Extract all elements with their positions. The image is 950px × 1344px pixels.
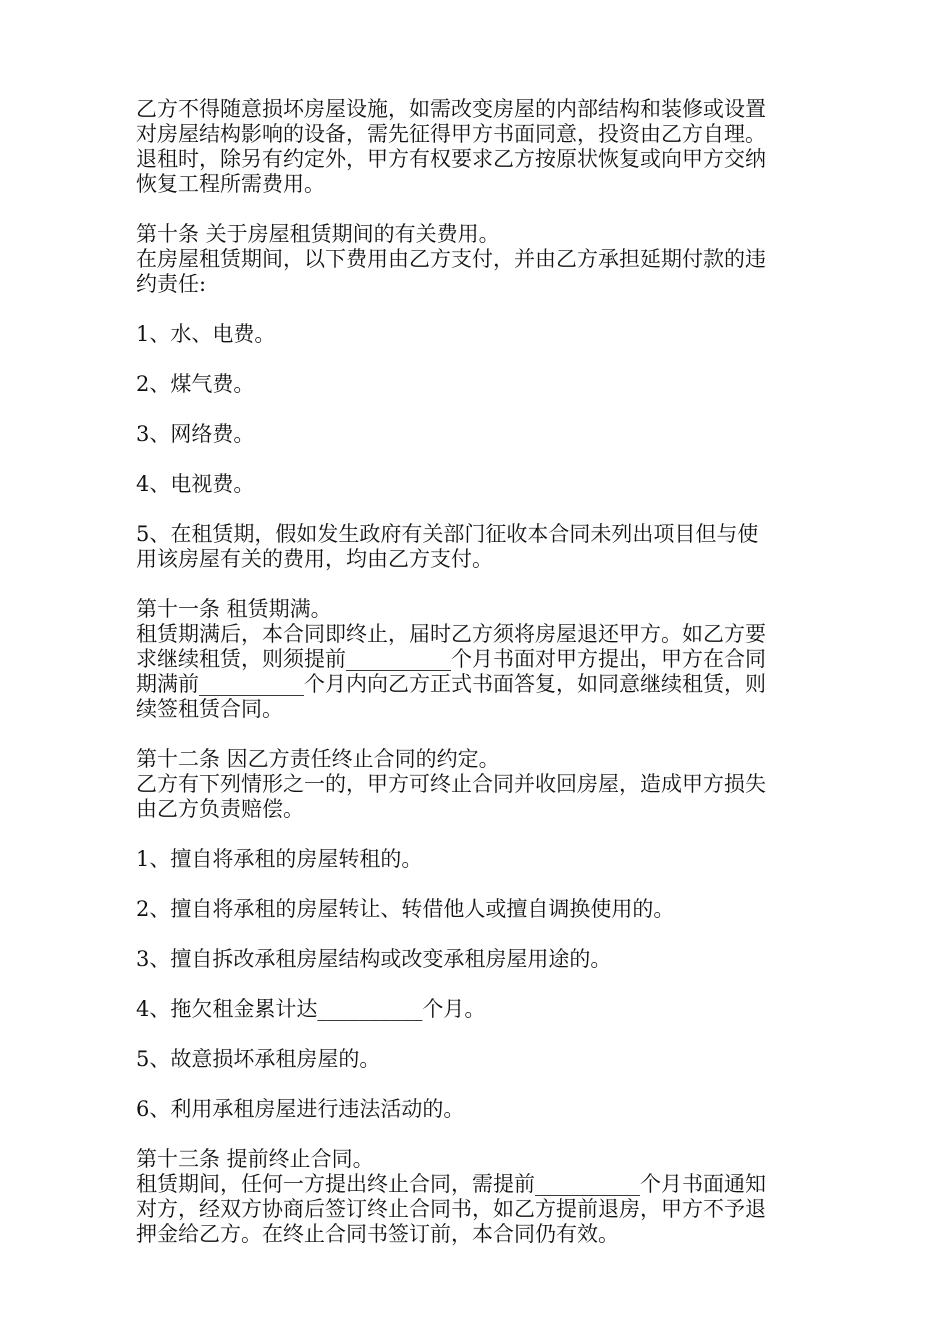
paragraph xyxy=(136,1147,816,1247)
text-line: 乙方有下列情形之一的，甲方可终止合同并收回房屋，造成甲方损失 xyxy=(136,772,766,796)
text-line: 对方，经双方协商后签订终止合同书，如乙方提前退房，甲方不予退 xyxy=(136,1197,766,1221)
text-line: 5、在租赁期，假如发生政府有关部门征收本合同未列出项目但与使 xyxy=(136,522,759,546)
text-line: 第十三条 提前终止合同。 xyxy=(136,1147,374,1171)
text-line: 约责任: xyxy=(136,272,207,296)
text-line: 求继续租赁，则须提前__________个月书面对甲方提出，甲方在合同 xyxy=(136,647,766,671)
paragraph xyxy=(136,997,816,1022)
text-line: 对房屋结构影响的设备，需先征得甲方书面同意，投资由乙方自理。 xyxy=(136,122,766,146)
text-line: 乙方不得随意损坏房屋设施，如需改变房屋的内部结构和装修或设置 xyxy=(136,97,766,121)
document-body xyxy=(136,97,816,1272)
text-line: 租赁期满后，本合同即终止，届时乙方须将房屋退还甲方。如乙方要 xyxy=(136,622,766,646)
text-line: 4、拖欠租金累计达__________个月。 xyxy=(136,997,486,1021)
text-line: 1、水、电费。 xyxy=(136,322,276,346)
text-line: 押金给乙方。在终止合同书签订前，本合同仍有效。 xyxy=(136,1222,619,1246)
paragraph xyxy=(136,1047,816,1072)
paragraph xyxy=(136,1097,816,1122)
paragraph xyxy=(136,747,816,822)
paragraph xyxy=(136,97,816,197)
paragraph xyxy=(136,322,816,347)
text-line: 3、网络费。 xyxy=(136,422,255,446)
paragraph xyxy=(136,897,816,922)
paragraph xyxy=(136,372,816,397)
text-line: 恢复工程所需费用。 xyxy=(136,172,325,196)
paragraph xyxy=(136,472,816,497)
paragraph xyxy=(136,222,816,297)
text-line: 由乙方负责赔偿。 xyxy=(136,797,304,821)
text-line: 3、擅自拆改承租房屋结构或改变承租房屋用途的。 xyxy=(136,947,612,971)
text-line: 在房屋租赁期间，以下费用由乙方支付，并由乙方承担延期付款的违 xyxy=(136,247,766,271)
text-line: 1、擅自将承租的房屋转租的。 xyxy=(136,847,423,871)
paragraph xyxy=(136,597,816,722)
text-line: 第十二条 因乙方责任终止合同的约定。 xyxy=(136,747,500,771)
text-line: 2、煤气费。 xyxy=(136,372,255,396)
text-line: 2、擅自将承租的房屋转让、转借他人或擅自调换使用的。 xyxy=(136,897,675,921)
text-line: 租赁期间，任何一方提出终止合同，需提前__________个月书面通知 xyxy=(136,1172,766,1196)
text-line: 期满前__________个月内向乙方正式书面答复，如同意继续租赁，则 xyxy=(136,672,766,696)
paragraph xyxy=(136,422,816,447)
text-line: 续签租赁合同。 xyxy=(136,697,283,721)
text-line: 4、电视费。 xyxy=(136,472,255,496)
text-line: 第十条 关于房屋租赁期间的有关费用。 xyxy=(136,222,500,246)
text-line: 用该房屋有关的费用，均由乙方支付。 xyxy=(136,547,493,571)
paragraph xyxy=(136,947,816,972)
text-line: 5、故意损坏承租房屋的。 xyxy=(136,1047,381,1071)
paragraph xyxy=(136,847,816,872)
text-line: 第十一条 租赁期满。 xyxy=(136,597,332,621)
paragraph xyxy=(136,522,816,572)
text-line: 6、利用承租房屋进行违法活动的。 xyxy=(136,1097,465,1121)
text-line: 退租时，除另有约定外，甲方有权要求乙方按原状恢复或向甲方交纳 xyxy=(136,147,766,171)
